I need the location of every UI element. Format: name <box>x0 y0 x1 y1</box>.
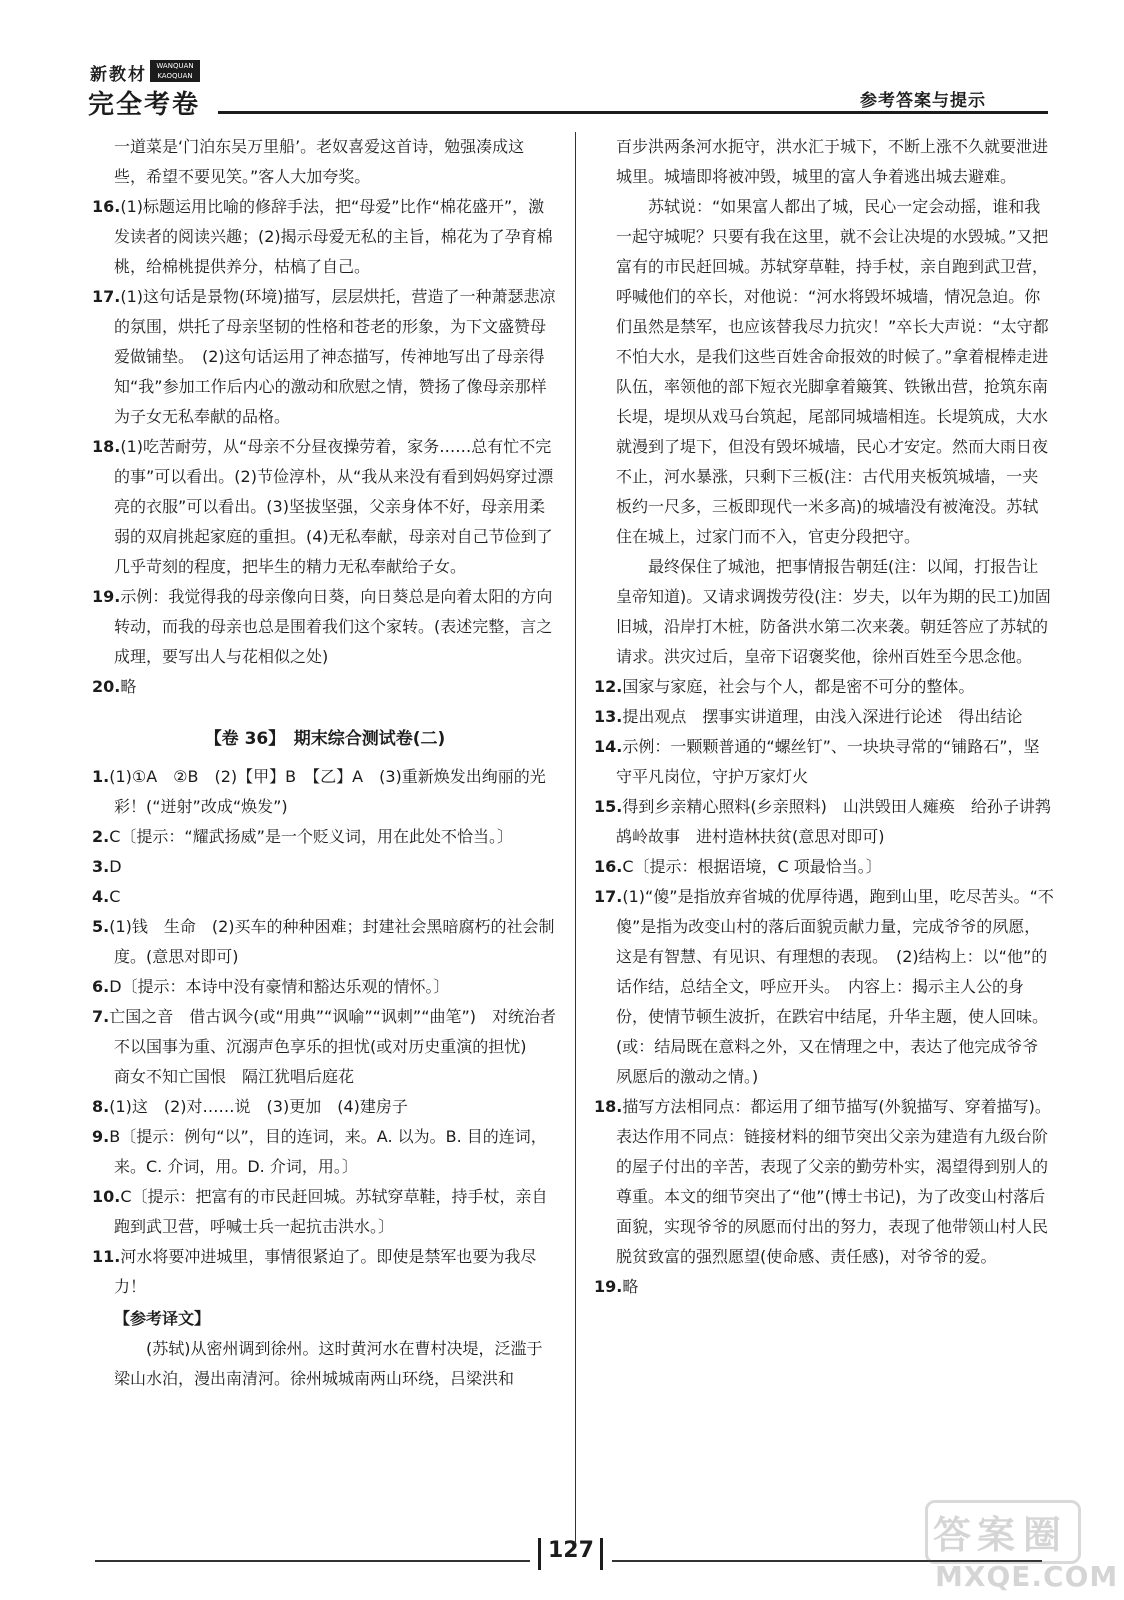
brand-pinyin-line-2: KAOQUAN <box>157 72 193 80</box>
page-number-bar-right <box>600 1538 603 1570</box>
watermark-logo <box>925 1500 1119 1596</box>
page-header <box>0 0 1124 120</box>
translation-paragraph: 苏轼说：“如果富人都出了城，民心一定会动摇，谁和我一起守城呢？只要有我在这里，就不会让决堤的水毁城。”又把富有的市民赶回城。苏轼穿草鞋，持手杖，亲自跑到武卫营，呼喊他们的卒长，对他说：“河水将毁坏城墙，情况急迫。你们虽然是禁军，也应该替我尽力抗灾！”卒长大声说：“太守都不怕大水，是我们这些百姓舍命报效的时候了。”拿着棍棒走进队伍，率领他的部下短衣光脚拿着簸箕、铁锹出营，抢筑东南长堤，堤坝从戏马台筑起，尾部同城墙相连。长堤筑成，大水就漫到了堤下，但没有毁坏城墙，民心才安定。然而大雨日夜不止，河水暴涨，只剩下三板(注：古代用夹板筑城墙，一夹板约一尺多，三板即现代一米多高)的城墙没有被淹没。苏轼住在城上，过家门而不入，官吏分段把守。 <box>616 197 1049 546</box>
answer-number: 3. <box>92 857 110 876</box>
watermark-glyph: 圈 <box>1023 1513 1062 1557</box>
answer-text: C〔提示：根据语境，C 项最恰当。〕 <box>622 857 882 876</box>
reference-translation-label: 【参考译文】 <box>114 1309 211 1328</box>
answer-text: D <box>109 857 122 876</box>
answer-number: 5. <box>92 917 110 936</box>
answer-item <box>594 852 1054 882</box>
answer-number: 17. <box>92 287 121 306</box>
right-column <box>594 132 1054 1302</box>
answer-text: (1)钱 生命 (2)买车的种种困难；封建社会黑暗腐朽的社会制度。(意思对即可) <box>109 917 555 966</box>
answer-text: (1)“傻”是指放弃省城的优厚待遇，跑到山里，吃尽苦头。“不傻”是指为改变山村的落后面貌贡献力量，完成爷爷的夙愿，这是有智慧、有见识、有理想的表现。 (2)结构上：以“他”的话作结，总结全文，呼应开头。 内容上：揭示主人公的身份，使情节顿生波折，在跌宕中结尾，升华主题，使人回味。(或：结局既在意料之外，又在情理之中，表达了他完成爷爷夙愿后的激动之情。) <box>616 887 1054 1086</box>
answer-item <box>92 852 558 882</box>
answer-item <box>594 1272 1054 1302</box>
answer-number: 19. <box>594 1277 623 1296</box>
header-section-title: 参考答案与提示 <box>860 91 986 111</box>
answer-item <box>92 192 558 282</box>
left-column <box>92 132 558 1394</box>
answer-number: 13. <box>594 707 623 726</box>
answer-number: 8. <box>92 1097 110 1116</box>
answer-item <box>92 1122 558 1182</box>
answer-item <box>92 1092 558 1122</box>
answer-number: 10. <box>92 1187 121 1206</box>
reference-translation-paragraph: (苏轼)从密州调到徐州。这时黄河水在曹村决堤，泛滥于梁山水泊，漫出南清河。徐州城城南两山环绕，吕梁洪和 <box>114 1339 543 1388</box>
answer-item <box>92 882 558 912</box>
answer-number: 15. <box>594 797 623 816</box>
answer-number: 16. <box>92 197 121 216</box>
brand-pinyin-badge <box>150 60 200 82</box>
answer-text: C <box>109 887 121 906</box>
exam-section-title: 【卷 36】 期末综合测试卷(二) <box>204 729 446 749</box>
answer-text: 提出观点 摆事实讲道理，由浅入深进行论述 得出结论 <box>622 707 1023 726</box>
answer-text: D〔提示：本诗中没有豪情和豁达乐观的情怀。〕 <box>109 977 450 996</box>
translation-paragraph: 百步洪两条河水扼守，洪水汇于城下，不断上涨不久就要泄进城里。城墙即将被冲毁，城里的富人争着逃出城去避难。 <box>616 137 1049 186</box>
answer-item <box>594 702 1054 732</box>
answer-number: 6. <box>92 977 110 996</box>
answer-number: 12. <box>594 677 623 696</box>
answer-text: 示例：一颗颗普通的“螺丝钉”、一块块寻常的“铺路石”，坚守平凡岗位，守护万家灯火 <box>616 737 1040 786</box>
brand-pinyin-line-1: WANQUAN <box>156 62 194 70</box>
header-rule <box>218 111 1048 114</box>
answer-item <box>594 1092 1054 1272</box>
watermark-glyph: 案 <box>977 1513 1016 1557</box>
answer-item <box>92 282 558 432</box>
answer-number: 9. <box>92 1127 110 1146</box>
answer-text: B〔提示：例句“以”，目的连词，来。A. 以为。B. 目的连词，来。C. 介词，用。D. 介词，用。〕 <box>109 1127 547 1176</box>
answer-text: (1)这句话是景物(环境)描写，层层烘托，营造了一种萧瑟悲凉的氛围，烘托了母亲坚韧的性格和苍老的形象，为下文盛赞母爱做铺垫。 (2)这句话运用了神态描写，传神地写出了母亲得知“我”参加工作后内心的激动和欣慰之情，赞扬了像母亲那样为子女无私奉献的品格。 <box>114 287 556 426</box>
answer-text: 亡国之音 借古讽今(或“用典”“讽喻”“讽刺”“曲笔”) 对统治者不以国事为重、沉溺声色享乐的担忧(或对历史重演的担忧) 商女不知亡国恨 隔江犹唱后庭花 <box>109 1007 557 1086</box>
answer-item <box>92 432 558 582</box>
answer-number: 20. <box>92 677 121 696</box>
answer-item <box>92 1002 558 1092</box>
answer-number: 11. <box>92 1247 121 1266</box>
intro-line-1: 一道菜是‘门泊东吴万里船’。老奴喜爱这首诗，勉强凑成这 <box>114 137 525 156</box>
answer-text: (1)①A ②B (2)【甲】B 【乙】A (3)重新焕发出绚丽的光彩！(“迸射”改成“焕发”) <box>109 767 546 816</box>
answer-item <box>92 762 558 822</box>
answer-number: 4. <box>92 887 110 906</box>
answer-item <box>92 672 558 702</box>
answer-item <box>92 1182 558 1242</box>
answer-number: 2. <box>92 827 110 846</box>
answer-item <box>594 732 1054 792</box>
answer-number: 18. <box>594 1097 623 1116</box>
answer-number: 18. <box>92 437 121 456</box>
brand-subtitle: 新教材 <box>90 65 147 85</box>
footer-rule-left <box>95 1560 530 1562</box>
answer-text: 描写方法相同点：都运用了细节描写(外貌描写、穿着描写)。表达作用不同点：链接材料的细节突出父亲为建造有九级台阶的屋子付出的辛苦，表现了父亲的勤劳朴实，渴望得到别人的尊重。本文的细节突出了“他”(博士书记)，为了改变山村落后面貌，实现爷爷的夙愿而付出的努力，表现了他带领山村人民脱贫致富的强烈愿望(使命感、责任感)，对爷爷的爱。 <box>616 1097 1051 1266</box>
answer-number: 17. <box>594 887 623 906</box>
answer-text: 略 <box>120 677 137 696</box>
answer-number: 14. <box>594 737 623 756</box>
answer-item <box>92 912 558 972</box>
translation-paragraph: 最终保住了城池，把事情报告朝廷(注：以闻，打报告让皇帝知道)。又请求调拨劳役(注：岁夫，以年为期的民工)加固旧城，沿岸打木桩，防备洪水第二次来袭。朝廷答应了苏轼的请求。洪灾过后，皇帝下诏褒奖他，徐州百姓至今思念他。 <box>616 557 1051 666</box>
column-divider <box>575 132 576 1542</box>
answer-item <box>92 582 558 672</box>
answer-item <box>92 1242 558 1302</box>
answer-item <box>92 822 558 852</box>
answer-text: 国家与家庭，社会与个人，都是密不可分的整体。 <box>622 677 975 696</box>
answer-number: 7. <box>92 1007 110 1026</box>
watermark-url: MXQE.COM <box>935 1560 1119 1593</box>
answer-text: 示例：我觉得我的母亲像向日葵，向日葵总是向着太阳的方向转动，而我的母亲也总是围着我们这个家转。(表述完整，言之成理，要写出人与花相似之处) <box>114 587 553 666</box>
answer-number: 16. <box>594 857 623 876</box>
answer-item <box>594 882 1054 1092</box>
answer-text: (1)吃苦耐劳，从“母亲不分昼夜操劳着，家务……总有忙不完的事”可以看出。(2)节俭淳朴，从“我从来没有看到妈妈穿过漂亮的衣服”可以看出。(3)坚拔坚强，父亲身体不好，母亲用柔弱的双肩挑起家庭的重担。(4)无私奉献，母亲对自己节俭到了几乎苛刻的程度，把毕生的精力无私奉献给子女。 <box>114 437 554 576</box>
answer-text: (1)这 (2)对……说 (3)更加 (4)建房子 <box>109 1097 408 1116</box>
answer-text: (1)标题运用比喻的修辞手法，把“母爱”比作“棉花盛开”，激发读者的阅读兴趣；(2)揭示母爱无私的主旨，棉花为了孕育棉桃，给棉桃提供养分，枯槁了自己。 <box>114 197 553 276</box>
page-number: 127 <box>548 1538 594 1563</box>
answer-item <box>92 972 558 1002</box>
answer-text: C〔提示：把富有的市民赶回城。苏轼穿草鞋，持手杖，亲自跑到武卫营，呼喊士兵一起抗击洪水。〕 <box>114 1187 548 1236</box>
answer-text: 略 <box>622 1277 639 1296</box>
answer-text: C〔提示：“耀武扬威”是一个贬义词，用在此处不恰当。〕 <box>109 827 513 846</box>
answer-number: 1. <box>92 767 110 786</box>
answer-number: 19. <box>92 587 121 606</box>
answer-text: 得到乡亲精心照料(乡亲照料) 山洪毁田人瘫痪 给孙子讲鹁鸪岭故事 进村造林扶贫(意思对即可) <box>616 797 1051 846</box>
answer-text: 河水将要冲进城里，事情很紧迫了。即使是禁军也要为我尽力！ <box>114 1247 537 1296</box>
answer-item <box>594 792 1054 852</box>
brand-logo-text: 完全考卷 <box>88 90 201 120</box>
page-number-bar-left <box>538 1538 541 1570</box>
watermark-glyph: 答 <box>933 1513 972 1557</box>
intro-line-2: 些，希望不要见笑。”客人大加夸奖。 <box>114 167 371 186</box>
answer-item <box>594 672 1054 702</box>
